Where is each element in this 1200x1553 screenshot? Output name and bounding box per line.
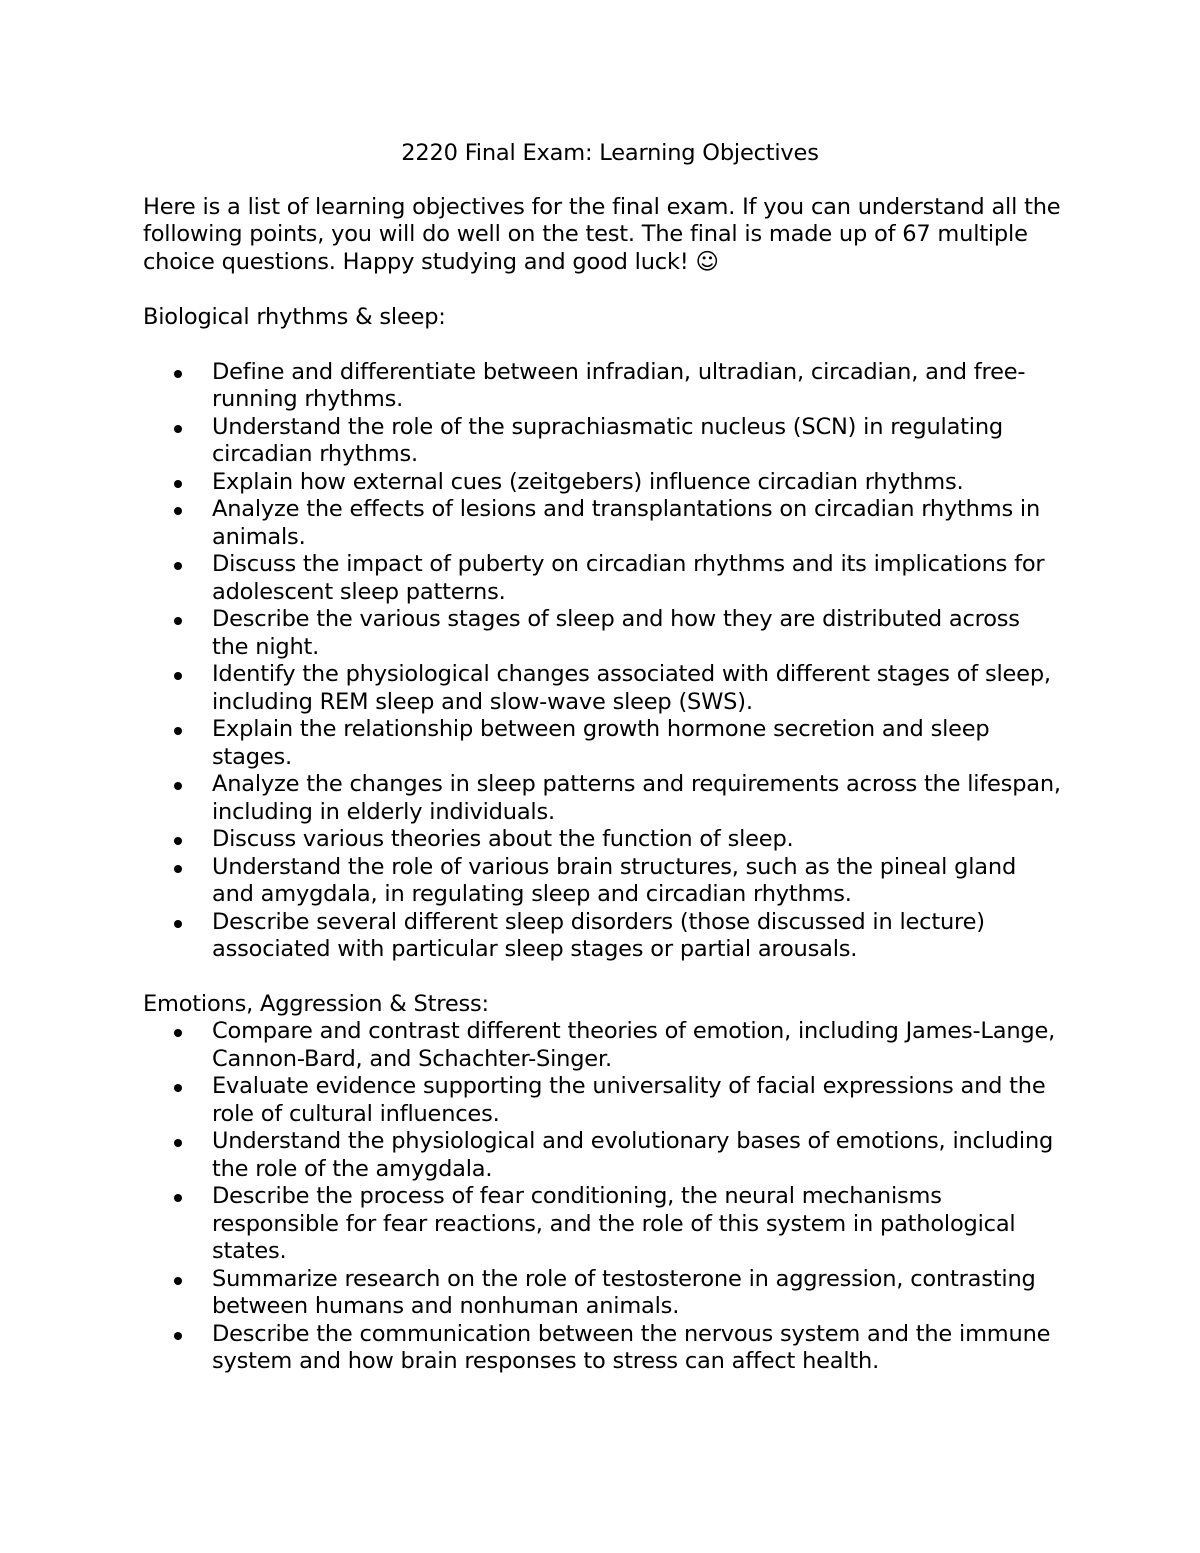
list-item-text: Evaluate evidence supporting the universality of facial expressions and the role of cultural influences.: [212, 1073, 1046, 1127]
list-item: [143, 469, 1063, 497]
bullet-icon: [174, 562, 182, 570]
list-item: [143, 1073, 1063, 1128]
list-item: [143, 606, 1063, 661]
objectives-list-biological-rhythms: [143, 359, 1063, 964]
list-item: [143, 826, 1063, 854]
bullet-icon: [174, 920, 182, 928]
bullet-icon: [174, 1277, 182, 1285]
bullet-icon: [174, 727, 182, 735]
bullet-icon: [174, 507, 182, 515]
list-item-text: Define and differentiate between infradian, ultradian, circadian, and free-running rhythms.: [212, 358, 1026, 412]
list-item: [143, 496, 1063, 551]
bullet-icon: [174, 782, 182, 790]
list-item: [143, 1321, 1063, 1376]
objectives-list-emotions: [143, 1018, 1063, 1376]
bullet-icon: [174, 672, 182, 680]
bullet-icon: [174, 1084, 182, 1092]
list-item-text: Identify the physiological changes associated with different stages of sleep, including REM sleep and slow-wave sleep (SWS).: [212, 661, 1051, 715]
bullet-icon: [174, 370, 182, 378]
bullet-icon: [174, 865, 182, 873]
list-item-text: Summarize research on the role of testosterone in aggression, contrasting between humans and nonhuman animals.: [212, 1265, 1036, 1319]
bullet-icon: [174, 1194, 182, 1202]
list-item-text: Compare and contrast different theories of emotion, including James-Lange, Cannon-Bard, and Schachter-Singer.: [212, 1018, 1056, 1072]
list-item: [143, 359, 1063, 414]
list-item: [143, 771, 1063, 826]
list-item: [143, 661, 1063, 716]
list-item: [143, 909, 1063, 964]
list-item: [143, 414, 1063, 469]
list-item-text: Describe the communication between the nervous system and the immune system and how brain responses to stress can affect health.: [212, 1320, 1051, 1374]
list-item-text: Understand the physiological and evolutionary bases of emotions, including the role of the amygdala.: [212, 1128, 1054, 1182]
list-item-text: Describe several different sleep disorders (those discussed in lecture) associated with particular sleep stages or partial arousals.: [212, 908, 985, 962]
list-item-text: Understand the role of the suprachiasmatic nucleus (SCN) in regulating circadian rhythms.: [212, 413, 1004, 467]
document-title: 2220 Final Exam: Learning Objectives: [401, 140, 819, 166]
bullet-icon: [174, 1029, 182, 1037]
list-item-text: Explain how external cues (zeitgebers) influence circadian rhythms.: [212, 468, 964, 495]
list-item-text: Discuss the impact of puberty on circadian rhythms and its implications for adolescent sleep patterns.: [212, 551, 1045, 605]
section-heading-biological-rhythms: Biological rhythms & sleep:: [143, 304, 446, 330]
bullet-icon: [174, 1139, 182, 1147]
section-heading-emotions: Emotions, Aggression & Stress:: [143, 990, 489, 1017]
list-item: [143, 1266, 1063, 1321]
list-item: [143, 854, 1063, 909]
document-content: [143, 140, 1063, 1376]
list-item: [143, 1183, 1063, 1266]
list-item-text: Discuss various theories about the function of sleep.: [212, 826, 794, 852]
list-item-text: Analyze the changes in sleep patterns and requirements across the lifespan, including in elderly individuals.: [212, 771, 1061, 825]
bullet-icon: [174, 425, 182, 433]
list-item-text: Describe the process of fear conditioning, the neural mechanisms responsible for fear reactions, and the role of this system in pathological states.: [212, 1183, 1016, 1264]
list-item: [143, 1018, 1063, 1073]
bullet-icon: [174, 480, 182, 488]
list-item-text: Explain the relationship between growth hormone secretion and sleep stages.: [212, 716, 990, 770]
intro-paragraph: Here is a list of learning objectives for the final exam. If you can understand all the following points, you will do well on the test. The final is made up of 67 multiple choice questions. Happy studying and good luck! ☺: [143, 193, 1061, 275]
list-item: [143, 1128, 1063, 1183]
bullet-icon: [174, 617, 182, 625]
list-item-text: Analyze the effects of lesions and transplantations on circadian rhythms in animals.: [212, 496, 1041, 550]
bullet-icon: [174, 837, 182, 845]
bullet-icon: [174, 1332, 182, 1340]
list-item-text: Describe the various stages of sleep and how they are distributed across the night.: [212, 606, 1020, 660]
list-item: [143, 716, 1063, 771]
list-item-text: Understand the role of various brain structures, such as the pineal gland and amygdala, in regulating sleep and circadian rhythms.: [212, 853, 1017, 907]
list-item: [143, 551, 1063, 606]
